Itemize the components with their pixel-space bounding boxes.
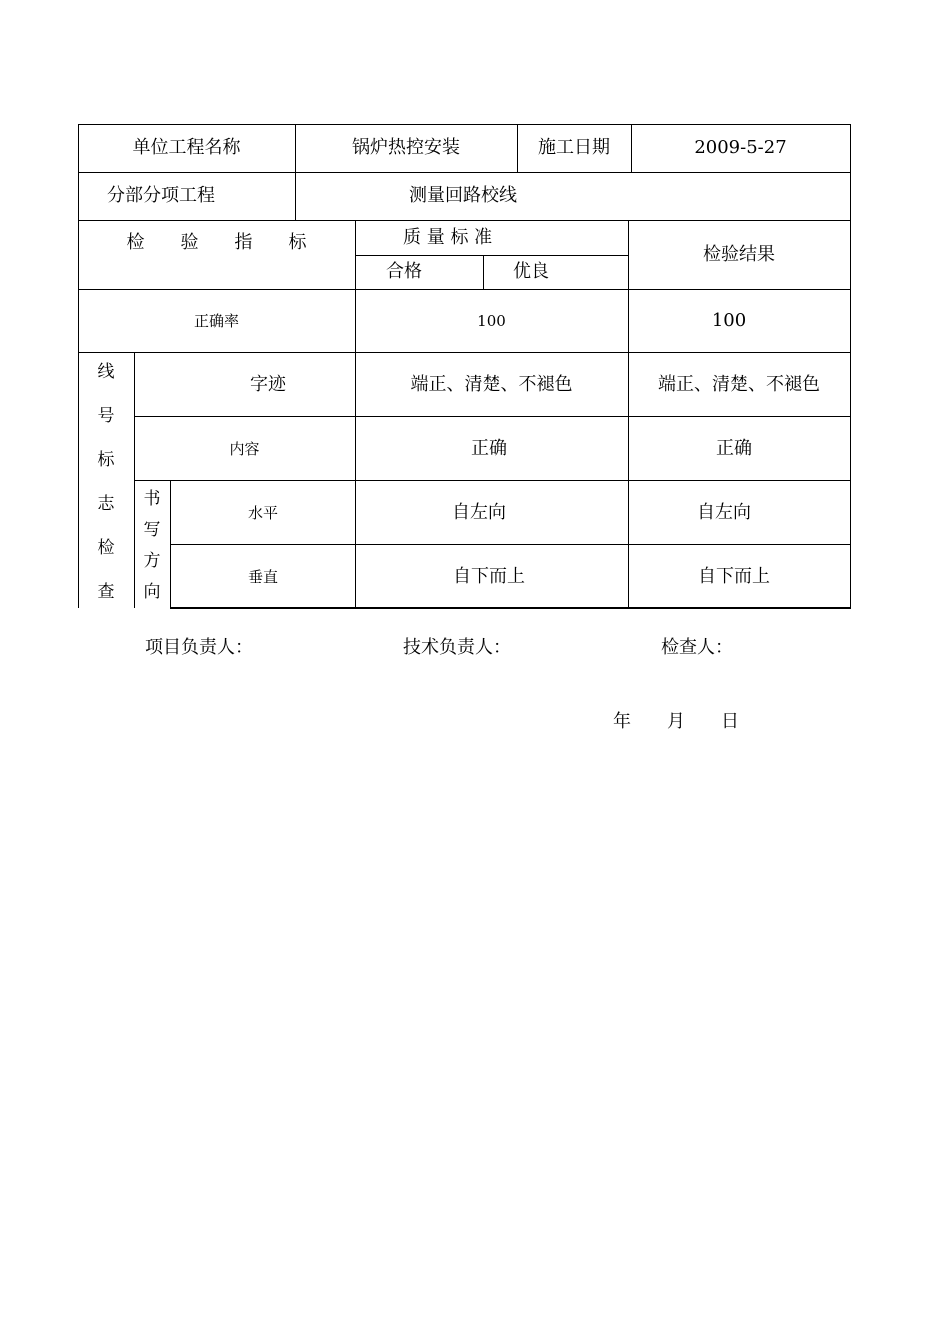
writing-label: 字迹 bbox=[250, 374, 286, 395]
accuracy-result: 100 bbox=[711, 310, 747, 331]
content-result: 正确 bbox=[716, 438, 752, 459]
excellent-header: 优良 bbox=[513, 261, 549, 282]
row-divider bbox=[171, 544, 851, 545]
col-divider bbox=[628, 220, 629, 609]
content-standard: 正确 bbox=[471, 438, 507, 459]
table-border-left bbox=[78, 124, 79, 608]
accuracy-standard: 100 bbox=[477, 312, 506, 330]
row-divider bbox=[78, 352, 851, 353]
col-divider bbox=[483, 255, 484, 290]
technical-lead-signature: 技术负责人： bbox=[403, 637, 511, 658]
accuracy-label: 正确率 bbox=[193, 312, 239, 330]
date-label: 施工日期 bbox=[538, 137, 610, 158]
project-lead-signature: 项目负责人： bbox=[145, 637, 253, 658]
unit-project-value: 锅炉热控安装 bbox=[352, 137, 460, 158]
vertical-standard: 自下而上 bbox=[453, 566, 525, 587]
horizontal-result: 自左向 bbox=[697, 502, 751, 523]
table-border-bottom bbox=[171, 607, 851, 609]
subproject-label: 分部分项工程 bbox=[107, 185, 215, 206]
table-border-top bbox=[78, 124, 851, 125]
signature-date: 年 月 日 bbox=[613, 711, 739, 732]
col-divider bbox=[134, 352, 135, 608]
row-divider bbox=[78, 172, 851, 173]
col-divider bbox=[355, 220, 356, 609]
horizontal-label: 水平 bbox=[247, 504, 278, 522]
vertical-result: 自下而上 bbox=[698, 566, 770, 587]
group-label-char: 号 bbox=[97, 406, 115, 426]
vertical-label: 垂直 bbox=[247, 568, 278, 586]
row-divider bbox=[134, 416, 851, 417]
inspector-signature: 检查人： bbox=[661, 637, 733, 658]
direction-label-char: 方 bbox=[143, 551, 161, 571]
qualified-header: 合格 bbox=[386, 261, 422, 282]
direction-label-char: 向 bbox=[143, 582, 161, 602]
date-value: 2009-5-27 bbox=[694, 137, 787, 158]
direction-label-char: 写 bbox=[143, 520, 161, 540]
group-label-char: 检 bbox=[97, 538, 115, 558]
group-label-char: 标 bbox=[97, 450, 115, 470]
group-label-char: 志 bbox=[97, 494, 115, 514]
group-label-char: 线 bbox=[97, 362, 115, 382]
group-label-char: 查 bbox=[97, 582, 115, 602]
standard-subdivider bbox=[356, 255, 629, 256]
row-divider bbox=[78, 220, 851, 221]
writing-result: 端正、清楚、不褪色 bbox=[658, 374, 820, 395]
result-header: 检验结果 bbox=[703, 244, 775, 265]
indicator-header: 检 验 指 标 bbox=[126, 232, 307, 253]
col-divider bbox=[170, 480, 171, 609]
quality-standard-header: 质 量 标 准 bbox=[403, 227, 493, 248]
horizontal-standard: 自左向 bbox=[452, 502, 506, 523]
content-label: 内容 bbox=[229, 440, 260, 458]
subproject-value: 测量回路校线 bbox=[409, 185, 517, 206]
row-divider bbox=[78, 289, 851, 290]
unit-project-label: 单位工程名称 bbox=[132, 137, 241, 158]
table-border-right bbox=[850, 124, 851, 609]
row-divider bbox=[134, 480, 851, 481]
writing-standard: 端正、清楚、不褪色 bbox=[410, 374, 573, 395]
direction-label-char: 书 bbox=[143, 489, 161, 509]
